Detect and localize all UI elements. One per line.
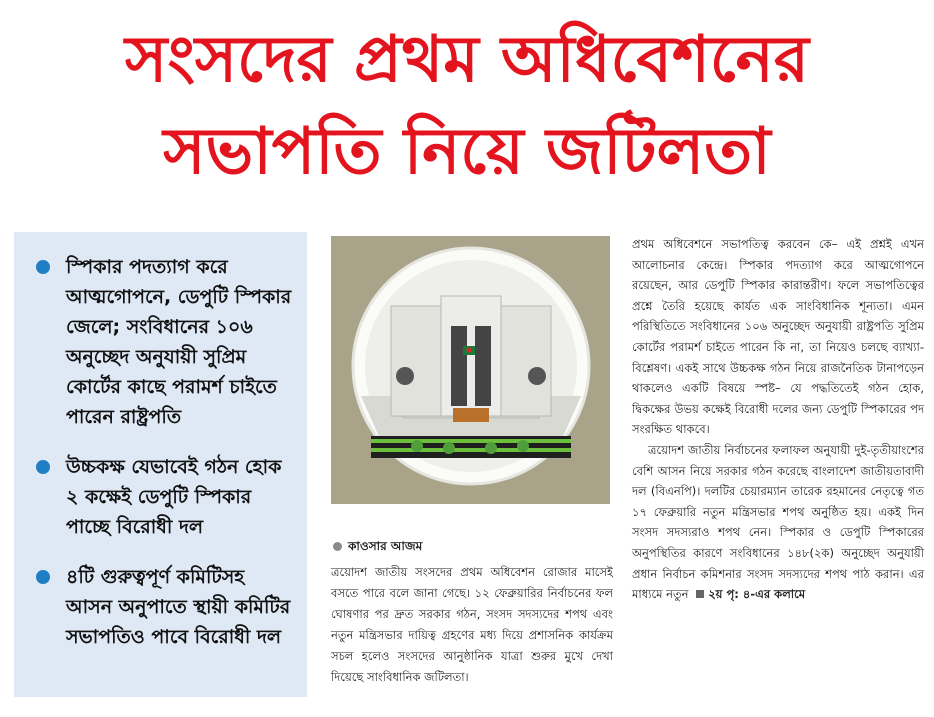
- square-icon: [696, 590, 704, 598]
- highlight-item: [36, 252, 295, 432]
- article-paragraph: [632, 440, 924, 605]
- article-paragraph-text: ত্রয়োদশ জাতীয় নির্বাচনের ফলাফল অনুযায়ী দুই-তৃতীয়াংশের বেশি আসন নিয়ে সরকার গঠন করেছে বাংলাদেশ জাতীয়তাবাদী দল (বিএনপি)। দলটির চেয়ারম্যান তারেক রহমানের নেতৃত্বে গত ১৭ ফেব্রুয়ারি নতুন মন্ত্রিসভার শপথ অনুষ্ঠিত হয়। একই দিন সংসদ সদস্যরাও শপথ নেন। স্পিকার ও ডেপুটি স্পিকারের অনুপস্থিতির কারণে সংবিধানের ১৪৮(২ক) অনুচ্ছেদ অনুযায়ী প্রধান নির্বাচন কমিশনার সংসদ সদস্যদের শপথ পাঠ করান। এর মাধ্যমে নতুন: [632, 442, 924, 602]
- continued-label: ২য় পৃ: ৪-এর কলামে: [708, 587, 806, 602]
- headline: [0, 14, 934, 198]
- highlight-text: উচ্চকক্ষ যেভাবেই গঠন হোক ২ কক্ষেই ডেপুটি স্পিকার পাচ্ছে বিরোধী দল: [66, 456, 282, 538]
- continued-note: [692, 587, 805, 601]
- byline: [333, 538, 422, 558]
- parliament-illustration: [331, 236, 610, 504]
- highlight-text: ৪টি গুরুত্বপূর্ণ কমিটিসহ আসন অনুপাতে স্থায়ী কমিটির সভাপতিও পাবে বিরোধী দল: [66, 566, 291, 648]
- article-intro: ত্রয়োদশ জাতীয় সংসদের প্রথম অধিবেশন রোজার মাসেই বসতে পারে বলে জানা গেছে। ১২ ফেব্রুয়ারির নির্বাচনের ফল ঘোষণার পর দ্রুত সরকার গঠন, সংসদ সদস্যদের শপথ এবং নতুন মন্ত্রিসভার দায়িত্ব গ্রহণের মধ্য দিয়ে প্রশাসনিক কার্যক্রম সচল হলেও সংসদের আনুষ্ঠানিক যাত্রা শুরুর মুখে দেখা দিয়েছে সাংবিধানিক জটিলতা।: [331, 565, 613, 684]
- article-paragraph: প্রথম অধিবেশনে সভাপতিত্ব করবেন কে– এই প্রশ্নই এখন আলোচনার কেন্দ্রে। স্পিকার পদত্যাগ করে আত্মগোপনে রয়েছেন, আর ডেপুটি স্পিকার কারান্তরীণ। ফলে সভাপতিত্বের প্রশ্নে তৈরি হয়েছে কার্যত এক সাংবিধানিক শূন্যতা। এমন পরিস্থিতিতে সংবিধানের ১০৬ অনুচ্ছেদ অনুযায়ী রাষ্ট্রপতি সুপ্রিম কোর্টের পরামর্শ চাইতে পারেন কি না, তা নিয়েও চলছে ব্যাখ্যা-বিশ্লেষণ। একই সাথে উচ্চকক্ষ গঠন নিয়ে রাজনৈতিক টানাপড়েন থাকলেও একটি বিষয়ে স্পষ্ট– যে পদ্ধতিতেই গঠন হোক, দ্বিকক্ষের উভয় কক্ষেই বিরোধী দলের জন্য ডেপুটি স্পিকারের পদ সংরক্ষিত থাকবে।: [632, 237, 924, 437]
- bullet-dot-icon: [36, 570, 50, 584]
- headline-line-1: সংসদের প্রথম অধিবেশনের: [125, 23, 809, 97]
- highlights-box: [14, 232, 307, 697]
- headline-line-2: সভাপতি নিয়ে জটিলতা: [163, 115, 771, 189]
- byline-dot-icon: [333, 542, 342, 551]
- parliament-building-icon: [331, 236, 610, 504]
- bullet-dot-icon: [36, 260, 50, 274]
- highlight-item: [36, 452, 295, 542]
- highlight-item: [36, 562, 295, 652]
- article-body: [632, 234, 924, 605]
- bullet-dot-icon: [36, 460, 50, 474]
- highlight-text: স্পিকার পদত্যাগ করে আত্মগোপনে, ডেপুটি স্পিকার জেলে; সংবিধানের ১০৬ অনুচ্ছেদ অনুযায়ী সুপ্রিম কোর্টের কাছে পরামর্শ চাইতে পারেন রাষ্ট্রপতি: [66, 256, 292, 428]
- author-name: কাওসার আজম: [348, 539, 423, 553]
